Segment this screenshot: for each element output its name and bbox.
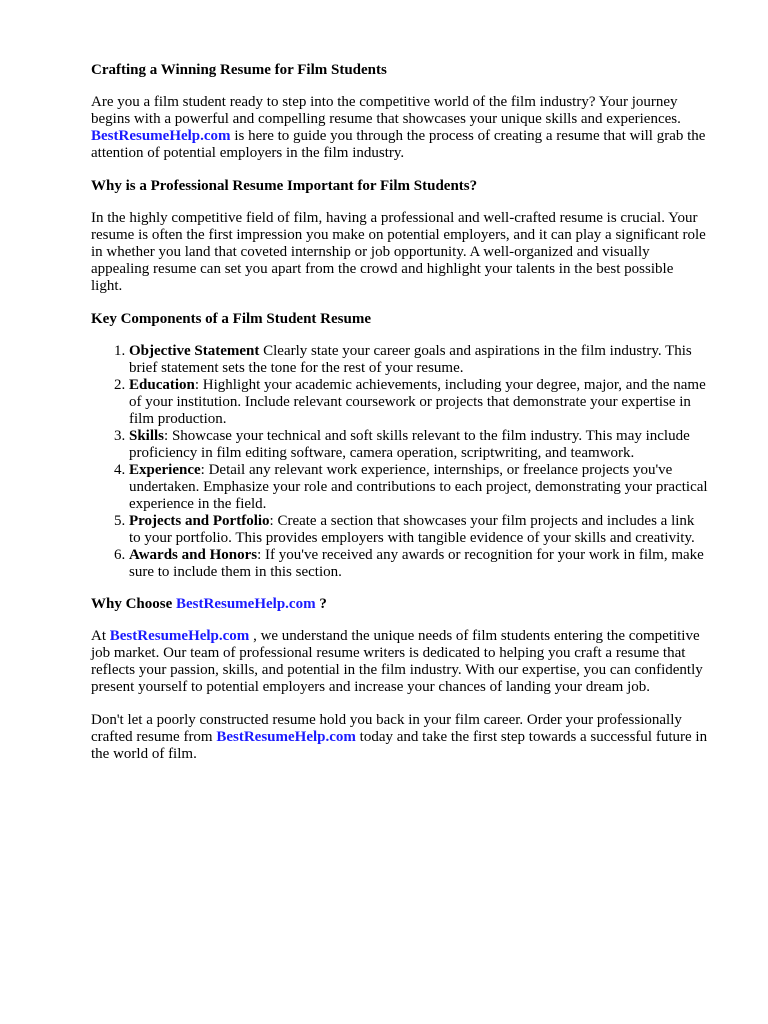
- para2-prefix: Don't let a poorly constructed resume hold you back in your film career. Order your professionally crafted resume from: [91, 712, 682, 745]
- list-item: [129, 462, 708, 513]
- list-item-label: Projects and Portfolio: [129, 513, 270, 529]
- para1-body: , we understand the unique needs of film students entering the competitive job market. Our team of professional resume writers is dedicated to helping you craft a resume that reflects your passion, skills, and potential in the film industry. With our expertise, you can confidently present yourself to potential employers and increase your chances of landing your dream job.: [91, 628, 703, 695]
- list-item-label: Education: [129, 377, 195, 393]
- intro-text-1: Are you a film student ready to step into the competitive world of the film industry? Your journey begins with a powerful and compelling resume that showcases your unique skills and experiences.: [91, 94, 681, 127]
- list-item: [129, 428, 708, 462]
- list-item-sep: :: [200, 462, 209, 478]
- section2-heading: Key Components of a Film Student Resume: [91, 311, 371, 327]
- para1-link[interactable]: BestResumeHelp.com: [109, 628, 250, 644]
- section1-heading: Why is a Professional Resume Important for Film Students?: [91, 178, 478, 194]
- para2-link[interactable]: BestResumeHelp.com: [216, 729, 356, 745]
- list-item-text: Clearly state your career goals and aspirations in the film industry. This brief statement sets the tone for the rest of your resume.: [129, 343, 692, 376]
- list-item-sep: :: [269, 513, 278, 529]
- section3-heading-suffix: ?: [315, 596, 327, 612]
- components-list: [91, 343, 708, 581]
- list-item-label: Objective Statement: [129, 343, 260, 359]
- document-title: Crafting a Winning Resume for Film Students: [91, 62, 387, 78]
- list-item-sep: :: [164, 428, 172, 444]
- section3-heading-link[interactable]: BestResumeHelp.com: [176, 596, 316, 612]
- para2-suffix: today and take the first step towards a successful future in the world of film.: [91, 729, 708, 762]
- section3-paragraph-1: [91, 628, 708, 696]
- list-item-label: Skills: [129, 428, 165, 444]
- section1-body: In the highly competitive field of film, having a professional and well-crafted resume is crucial. Your resume is often the first impression you make on potential employers, and it can play a significant role in whether you land that coveted internship or job opportunity. A well-organized and visually appealing resume can set you apart from the crowd and highlight your talents in the best possible light.: [91, 210, 706, 294]
- list-item-text: Highlight your academic achievements, including your degree, major, and the name of your institution. Include relevant coursework or projects that demonstrate your expertise in film production.: [129, 377, 706, 427]
- list-item: [129, 377, 708, 428]
- list-item-text: Create a section that showcases your film projects and includes a link to your portfolio. This provides employers with tangible evidence of your skills and creativity.: [129, 513, 695, 546]
- intro-paragraph: [91, 94, 708, 162]
- list-item-text: If you've received any awards or recognition for your work in film, make sure to include them in this section.: [129, 547, 704, 580]
- list-item: [129, 547, 708, 581]
- list-item-label: Awards and Honors: [129, 547, 258, 563]
- list-item: [129, 343, 708, 377]
- section3-paragraph-2: [91, 712, 708, 763]
- list-item-label: Experience: [129, 462, 201, 478]
- intro-text-2: is here to guide you through the process of creating a resume that will grab the attention of potential employers in the film industry.: [91, 128, 706, 161]
- list-item-sep: :: [194, 377, 203, 393]
- intro-link[interactable]: BestResumeHelp.com: [91, 128, 231, 144]
- list-item-text: Detail any relevant work experience, internships, or freelance projects you've undertaken. Emphasize your role and contributions to each project, demonstrating your practical experience in the field.: [129, 462, 708, 512]
- list-item: [129, 513, 708, 547]
- list-item-text: Showcase your technical and soft skills relevant to the film industry. This may include proficiency in film editing software, camera operation, scriptwriting, and teamwork.: [129, 428, 690, 461]
- section3-heading-prefix: Why Choose: [91, 596, 177, 612]
- list-item-sep: :: [257, 547, 266, 563]
- para1-prefix: At: [91, 628, 110, 644]
- section3-heading: [91, 596, 708, 613]
